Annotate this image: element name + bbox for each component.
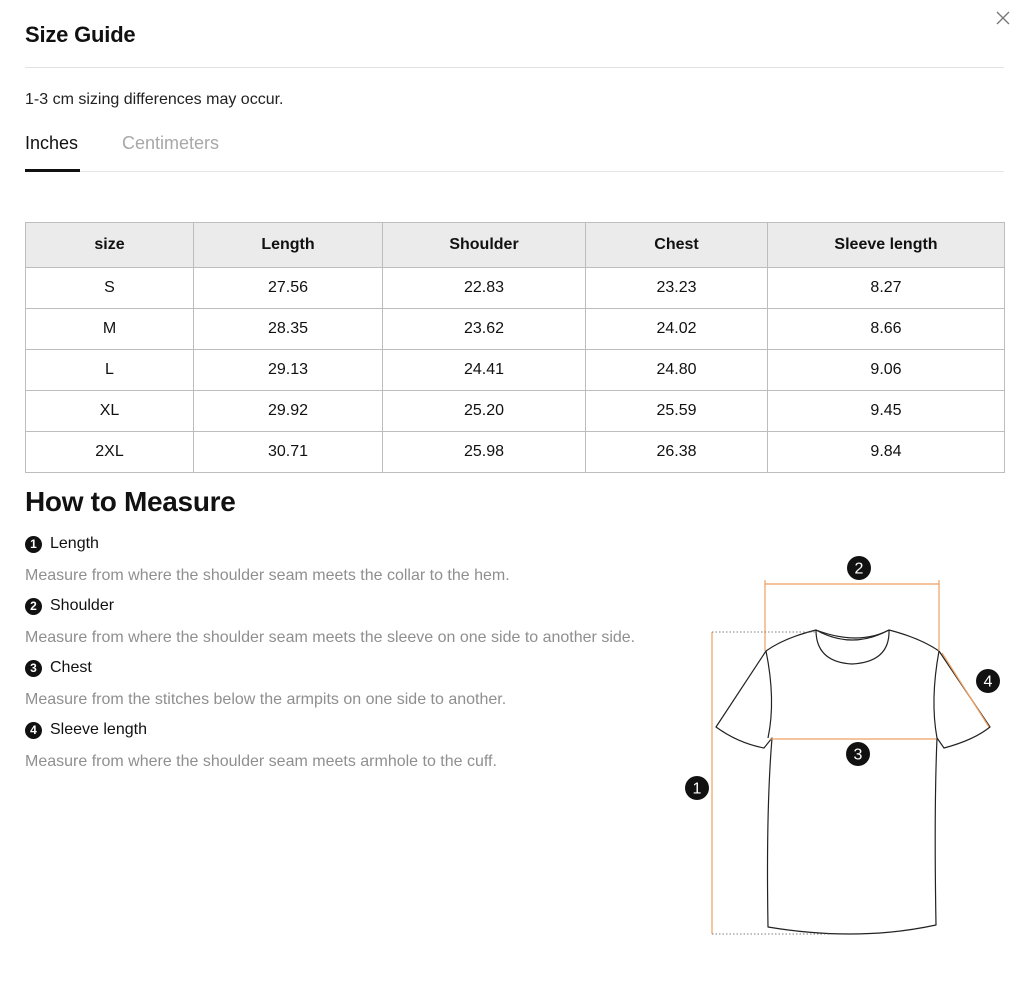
measure-description: Measure from where the shoulder seam meets the collar to the hem. — [25, 567, 510, 584]
measure-description: Measure from the stitches below the armpits on one side to another. — [25, 691, 507, 708]
table-cell: 28.35 — [194, 309, 383, 350]
measure-description: Measure from where the shoulder seam meets the sleeve on one side to another side. — [25, 629, 636, 646]
table-cell: 24.02 — [586, 309, 768, 350]
table-cell: L — [26, 350, 194, 391]
diagram-marker-1 — [685, 776, 709, 800]
table-cell: 25.59 — [586, 391, 768, 432]
column-header-chest: Chest — [586, 223, 768, 268]
column-header-shoulder: Shoulder — [383, 223, 586, 268]
tshirt-outline — [716, 630, 990, 934]
measure-label: Length — [50, 535, 99, 552]
table-cell: 9.45 — [768, 391, 1005, 432]
how-to-measure-title: How to Measure — [25, 486, 236, 517]
table-cell: S — [26, 268, 194, 309]
measure-item-length — [25, 534, 510, 586]
table-cell: 9.84 — [768, 432, 1005, 473]
measure-label: Chest — [50, 659, 92, 676]
unit-tabs — [25, 128, 1004, 172]
table-cell: 27.56 — [194, 268, 383, 309]
marker-label: 3 — [853, 746, 863, 764]
table-cell: M — [26, 309, 194, 350]
table-row — [26, 432, 1005, 473]
number-1-badge: 1 — [25, 536, 42, 553]
diagram-marker-3 — [846, 742, 870, 766]
measure-item-chest — [25, 658, 506, 710]
diagram-marker-2 — [847, 556, 871, 580]
modal-header — [25, 20, 1004, 68]
table-cell: 25.20 — [383, 391, 586, 432]
column-header-length: Length — [194, 223, 383, 268]
measure-item-shoulder — [25, 596, 635, 648]
table-header-row — [26, 223, 1005, 268]
table-cell: 25.98 — [383, 432, 586, 473]
close-icon[interactable] — [993, 8, 1013, 28]
marker-label: 4 — [983, 673, 993, 691]
size-table — [25, 222, 1005, 473]
tab-centimeters[interactable]: Centimeters — [122, 133, 220, 153]
measure-label: Sleeve length — [50, 721, 147, 738]
number-2-badge: 2 — [25, 598, 42, 615]
measure-description: Measure from where the shoulder seam meets armhole to the cuff. — [25, 753, 497, 770]
measure-label: Shoulder — [50, 597, 115, 614]
table-cell: 8.66 — [768, 309, 1005, 350]
table-row — [26, 391, 1005, 432]
table-cell: XL — [26, 391, 194, 432]
number-3-badge: 3 — [25, 660, 42, 677]
marker-label: 2 — [854, 560, 864, 578]
table-cell: 2XL — [26, 432, 194, 473]
marker-label: 1 — [692, 780, 702, 798]
column-header-size: size — [26, 223, 194, 268]
sizing-note: 1-3 cm sizing differences may occur. — [25, 91, 284, 108]
tshirt-measurement-diagram — [680, 550, 1010, 950]
table-cell: 23.62 — [383, 309, 586, 350]
modal-title: Size Guide — [25, 22, 136, 47]
column-header-sleeve-length: Sleeve length — [768, 223, 1005, 268]
table-cell: 9.06 — [768, 350, 1005, 391]
active-tab-indicator — [25, 169, 80, 172]
table-cell: 22.83 — [383, 268, 586, 309]
table-cell: 8.27 — [768, 268, 1005, 309]
table-cell: 29.92 — [194, 391, 383, 432]
table-cell: 24.80 — [586, 350, 768, 391]
diagram-marker-4 — [976, 669, 1000, 693]
tab-inches[interactable]: Inches — [25, 133, 79, 153]
table-row — [26, 268, 1005, 309]
table-cell: 30.71 — [194, 432, 383, 473]
measure-item-sleeve-length — [25, 720, 497, 772]
table-cell: 29.13 — [194, 350, 383, 391]
table-cell: 23.23 — [586, 268, 768, 309]
table-cell: 24.41 — [383, 350, 586, 391]
table-cell: 26.38 — [586, 432, 768, 473]
table-row — [26, 309, 1005, 350]
number-4-badge: 4 — [25, 722, 42, 739]
table-row — [26, 350, 1005, 391]
